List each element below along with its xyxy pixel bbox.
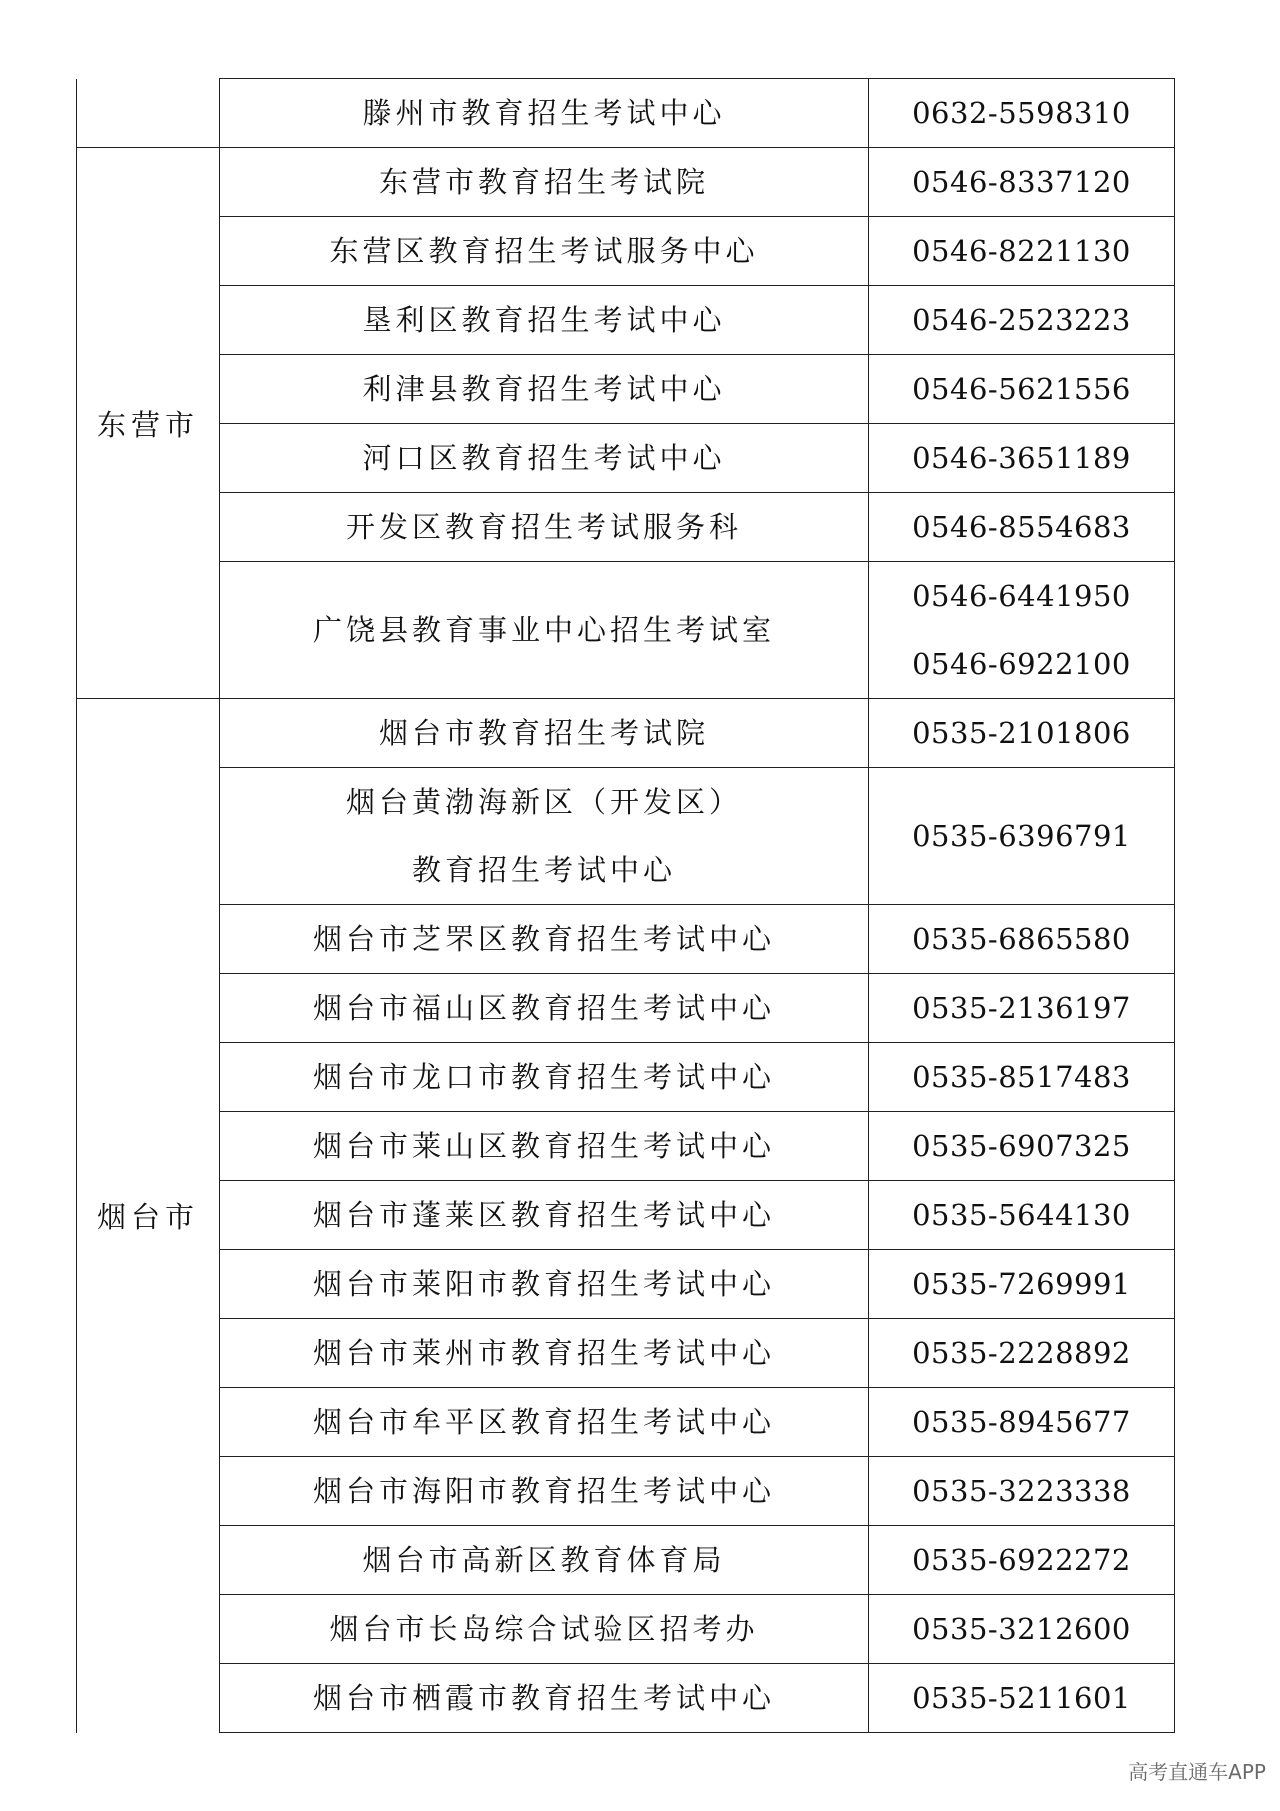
organization-cell bbox=[220, 286, 869, 355]
table-row bbox=[77, 1250, 1175, 1319]
phone-number: 0535-5644130 bbox=[912, 1198, 1131, 1232]
phone-cell bbox=[869, 1250, 1175, 1319]
organization-cell bbox=[220, 1319, 869, 1388]
phone-number: 0546-3651189 bbox=[912, 441, 1131, 475]
phone-cell bbox=[869, 355, 1175, 424]
phone-number: 0546-6441950 bbox=[912, 579, 1131, 613]
table-row bbox=[77, 217, 1175, 286]
table-row bbox=[77, 974, 1175, 1043]
phone-cell bbox=[869, 1388, 1175, 1457]
table-row bbox=[77, 768, 1175, 905]
organization-name: 烟台黄渤海新区（开发区） bbox=[345, 785, 742, 819]
table-row bbox=[77, 1595, 1175, 1664]
phone-number: 0535-6396791 bbox=[912, 819, 1131, 853]
phone-number: 0535-3212600 bbox=[912, 1612, 1131, 1646]
phone-number: 0535-8517483 bbox=[912, 1060, 1131, 1094]
phone-number: 0546-2523223 bbox=[912, 303, 1131, 337]
table-row bbox=[77, 355, 1175, 424]
organization-name: 烟台市福山区教育招生考试中心 bbox=[312, 991, 775, 1025]
phone-number: 0535-8945677 bbox=[912, 1405, 1131, 1439]
organization-name: 开发区教育招生考试服务科 bbox=[345, 510, 742, 544]
organization-name: 烟台市龙口市教育招生考试中心 bbox=[312, 1060, 775, 1094]
table-row bbox=[77, 1181, 1175, 1250]
phone-cell bbox=[869, 217, 1175, 286]
organization-name: 东营市教育招生考试院 bbox=[378, 165, 709, 199]
organization-name: 烟台市教育招生考试院 bbox=[378, 716, 709, 750]
phone-number: 0535-2101806 bbox=[912, 716, 1131, 750]
phone-number: 0535-2228892 bbox=[912, 1336, 1131, 1370]
organization-cell bbox=[220, 1388, 869, 1457]
phone-cell bbox=[869, 1664, 1175, 1733]
organization-name: 河口区教育招生考试中心 bbox=[362, 441, 726, 475]
phone-number: 0535-2136197 bbox=[912, 991, 1131, 1025]
phone-number: 0535-5211601 bbox=[912, 1681, 1131, 1715]
organization-name: 垦利区教育招生考试中心 bbox=[362, 303, 726, 337]
organization-name: 烟台市长岛综合试验区招考办 bbox=[329, 1612, 759, 1646]
organization-name: 烟台市牟平区教育招生考试中心 bbox=[312, 1405, 775, 1439]
organization-cell bbox=[220, 355, 869, 424]
phone-number: 0546-5621556 bbox=[912, 372, 1131, 406]
city-cell bbox=[77, 699, 220, 1733]
table-row bbox=[77, 905, 1175, 974]
organization-cell bbox=[220, 1181, 869, 1250]
table-row bbox=[77, 79, 1175, 148]
phone-number: 0546-8554683 bbox=[912, 510, 1131, 544]
organization-cell bbox=[220, 1250, 869, 1319]
table-row bbox=[77, 1043, 1175, 1112]
table-row bbox=[77, 1319, 1175, 1388]
organization-cell bbox=[220, 1043, 869, 1112]
table-row bbox=[77, 1457, 1175, 1526]
organization-name: 烟台市蓬莱区教育招生考试中心 bbox=[312, 1198, 775, 1232]
organization-name: 烟台市海阳市教育招生考试中心 bbox=[312, 1474, 775, 1508]
table-row bbox=[77, 286, 1175, 355]
phone-number: 0535-6907325 bbox=[912, 1129, 1131, 1163]
phone-cell bbox=[869, 493, 1175, 562]
city-cell bbox=[77, 148, 220, 699]
organization-cell bbox=[220, 1595, 869, 1664]
city-name: 东营市 bbox=[96, 407, 199, 442]
phone-cell bbox=[869, 768, 1175, 905]
organization-name: 烟台市芝罘区教育招生考试中心 bbox=[312, 922, 775, 956]
watermark: 高考直通车APP bbox=[1128, 1760, 1266, 1784]
phone-cell bbox=[869, 79, 1175, 148]
organization-cell bbox=[220, 79, 869, 148]
city-name: 烟台市 bbox=[96, 1200, 199, 1235]
phone-number: 0535-6865580 bbox=[912, 922, 1131, 956]
organization-cell bbox=[220, 699, 869, 768]
phone-cell bbox=[869, 1043, 1175, 1112]
organization-cell bbox=[220, 1526, 869, 1595]
phone-cell bbox=[869, 905, 1175, 974]
table-row bbox=[77, 148, 1175, 217]
organization-name: 利津县教育招生考试中心 bbox=[362, 372, 726, 406]
phone-cell bbox=[869, 1181, 1175, 1250]
organization-cell bbox=[220, 768, 869, 905]
organization-name: 烟台市莱州市教育招生考试中心 bbox=[312, 1336, 775, 1370]
phone-number: 0535-6922272 bbox=[912, 1543, 1131, 1577]
table-row bbox=[77, 1526, 1175, 1595]
phone-cell bbox=[869, 286, 1175, 355]
organization-cell bbox=[220, 1664, 869, 1733]
organization-cell bbox=[220, 1112, 869, 1181]
phone-cell bbox=[869, 1319, 1175, 1388]
organization-cell bbox=[220, 562, 869, 699]
phone-cell bbox=[869, 1526, 1175, 1595]
contact-table-body bbox=[77, 79, 1175, 1733]
table-row bbox=[77, 1112, 1175, 1181]
organization-name: 烟台市栖霞市教育招生考试中心 bbox=[312, 1681, 775, 1715]
phone-cell bbox=[869, 562, 1175, 699]
organization-name: 东营区教育招生考试服务中心 bbox=[329, 234, 759, 268]
organization-name: 烟台市莱阳市教育招生考试中心 bbox=[312, 1267, 775, 1301]
organization-cell bbox=[220, 493, 869, 562]
table-row bbox=[77, 1388, 1175, 1457]
organization-cell bbox=[220, 217, 869, 286]
phone-number: 0546-8221130 bbox=[912, 234, 1131, 268]
phone-number: 0546-8337120 bbox=[912, 165, 1131, 199]
city-cell bbox=[77, 79, 220, 148]
table-row bbox=[77, 562, 1175, 699]
organization-cell bbox=[220, 905, 869, 974]
organization-name: 教育招生考试中心 bbox=[411, 853, 676, 887]
phone-cell bbox=[869, 1112, 1175, 1181]
phone-cell bbox=[869, 424, 1175, 493]
table-row bbox=[77, 1664, 1175, 1733]
organization-cell bbox=[220, 1457, 869, 1526]
table-row bbox=[77, 699, 1175, 768]
phone-number: 0632-5598310 bbox=[912, 96, 1131, 130]
organization-name: 滕州市教育招生考试中心 bbox=[362, 96, 726, 130]
phone-number: 0535-3223338 bbox=[912, 1474, 1131, 1508]
phone-cell bbox=[869, 1595, 1175, 1664]
organization-cell bbox=[220, 148, 869, 217]
phone-cell bbox=[869, 974, 1175, 1043]
phone-number: 0535-7269991 bbox=[912, 1267, 1131, 1301]
contact-table bbox=[76, 78, 1175, 1733]
organization-name: 广饶县教育事业中心招生考试室 bbox=[312, 613, 775, 647]
organization-cell bbox=[220, 424, 869, 493]
organization-name: 烟台市高新区教育体育局 bbox=[362, 1543, 726, 1577]
table-row bbox=[77, 424, 1175, 493]
phone-number: 0546-6922100 bbox=[912, 647, 1131, 681]
phone-cell bbox=[869, 148, 1175, 217]
phone-cell bbox=[869, 699, 1175, 768]
organization-cell bbox=[220, 974, 869, 1043]
table-row bbox=[77, 493, 1175, 562]
organization-name: 烟台市莱山区教育招生考试中心 bbox=[312, 1129, 775, 1163]
phone-cell bbox=[869, 1457, 1175, 1526]
